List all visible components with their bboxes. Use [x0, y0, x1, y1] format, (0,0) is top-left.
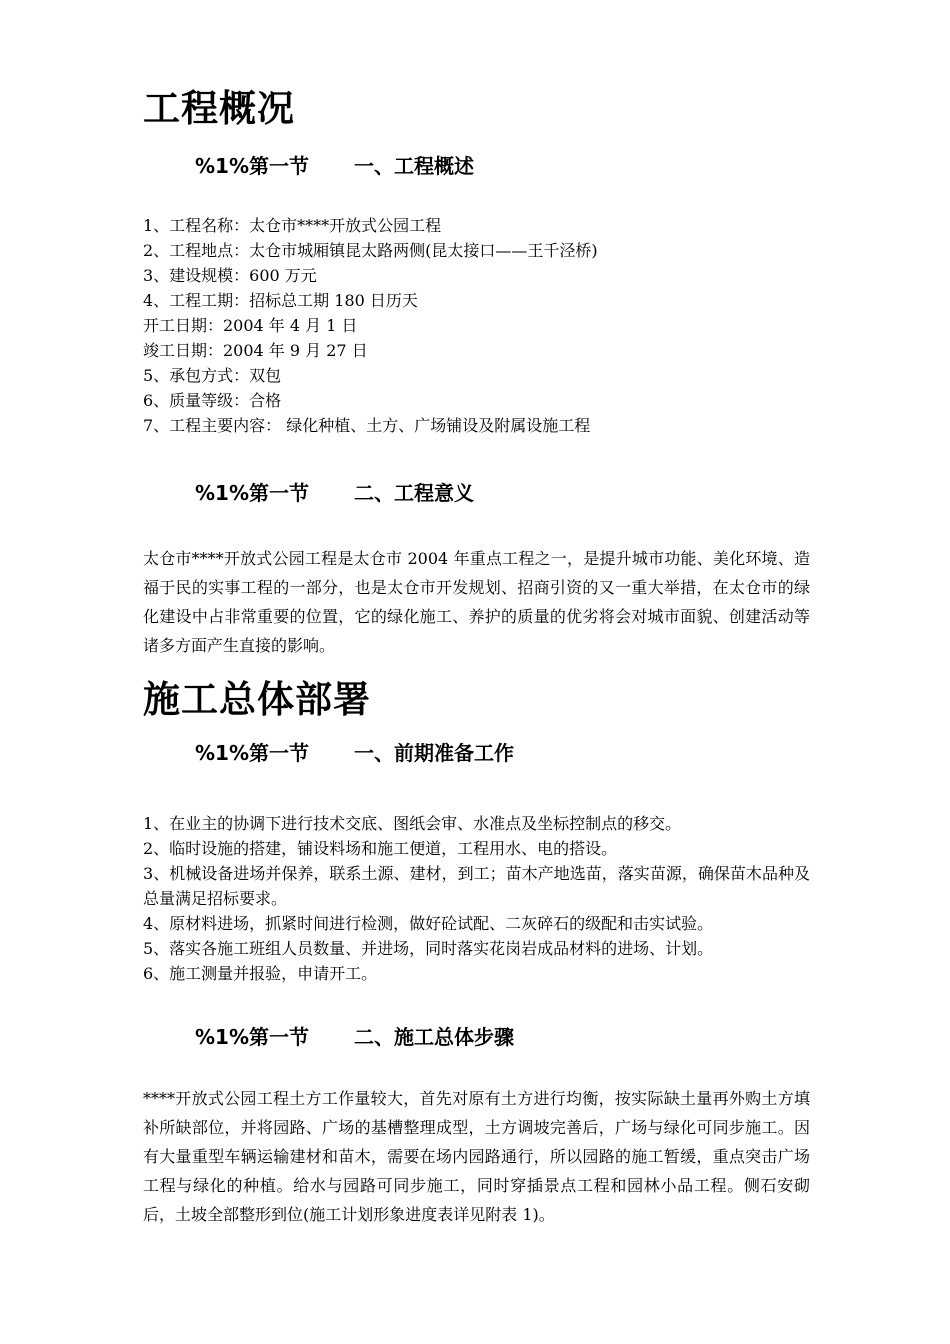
section-title-label: 一、前期准备工作	[354, 740, 514, 765]
list-item: 3、机械设备进场并保养，联系土源、建材，到工；苗木产地选苗，落实苗源，确保苗木品种及总量满足招标要求。	[143, 863, 810, 908]
section-number-label: %1%第一节	[195, 154, 309, 179]
construction-steps-paragraph: ****开放式公园工程土方工作量较大，首先对原有土方进行均衡，按实际缺土量再外购土方填补所缺部位，并将园路、广场的基槽整理成型，土方调坡完善后，广场与绿化可同步施工。因有大量重型车辆运输建材和苗木，需要在场内园路通行，所以园路的施工暂缓，重点突击广场工程与绿化的种植。给水与园路可同步施工，同时穿插景点工程和园林小品工程。侧石安砌后，土坡全部整形到位(施工计划形象进度表详见附表 1)。	[143, 1088, 810, 1224]
section-title-label: 二、施工总体步骤	[354, 1024, 514, 1049]
section-heading-project-significance	[195, 480, 810, 506]
chapter-title-construction-deployment: 施工总体部署	[143, 677, 371, 722]
chapter-title-project-overview: 工程概况	[143, 86, 295, 130]
list-item: 6、质量等级：合格	[143, 391, 282, 411]
preparation-steps-list	[143, 811, 810, 986]
list-item: 5、承包方式：双包	[143, 366, 282, 386]
project-info-list	[143, 213, 810, 438]
list-item: 1、在业主的协调下进行技术交底、图纸会审、水准点及坐标控制点的移交。	[143, 813, 682, 833]
list-item: 6、施工测量并报验，申请开工。	[143, 963, 378, 983]
section-title-label: 一、工程概述	[354, 154, 474, 179]
list-item: 4、原材料进场，抓紧时间进行检测，做好砼试配、二灰碎石的级配和击实试验。	[143, 913, 714, 933]
list-item: 3、建设规模：600 万元	[143, 266, 317, 286]
list-item: 开工日期：2004 年 4 月 1 日	[143, 316, 358, 336]
list-item: 7、工程主要内容： 绿化种植、土方、广场铺设及附属设施工程	[143, 416, 591, 436]
section-heading-project-description	[195, 153, 810, 179]
section-number-label: %1%第一节	[195, 1024, 309, 1049]
project-significance-paragraph: 太仓市****开放式公园工程是太仓市 2004 年重点工程之一，是提升城市功能、美化环境、造福于民的实事工程的一部分，也是太仓市开发规划、招商引资的又一重大举措，在太仓市的绿化建设中占非常重要的位置，它的绿化施工、养护的质量的优劣将会对城市面貌、创建活动等诸多方面产生直接的影响。	[143, 549, 810, 656]
list-item: 2、临时设施的搭建，铺设料场和施工便道，工程用水、电的搭设。	[143, 838, 618, 858]
section-heading-construction-steps	[195, 1024, 810, 1050]
list-item: 2、工程地点：太仓市城厢镇昆太路两侧(昆太接口——王千泾桥)	[143, 241, 598, 261]
section-number-label: %1%第一节	[195, 740, 309, 765]
list-item: 4、工程工期：招标总工期 180 日历天	[143, 291, 418, 311]
section-number-label: %1%第一节	[195, 481, 309, 506]
section-heading-preparation-work	[195, 740, 810, 766]
list-item: 竣工日期：2004 年 9 月 27 日	[143, 341, 368, 361]
section-title-label: 二、工程意义	[354, 481, 474, 506]
list-item: 5、落实各施工班组人员数量、并进场，同时落实花岗岩成品材料的进场、计划。	[143, 938, 714, 958]
list-item: 1、工程名称：太仓市****开放式公园工程	[143, 216, 442, 236]
